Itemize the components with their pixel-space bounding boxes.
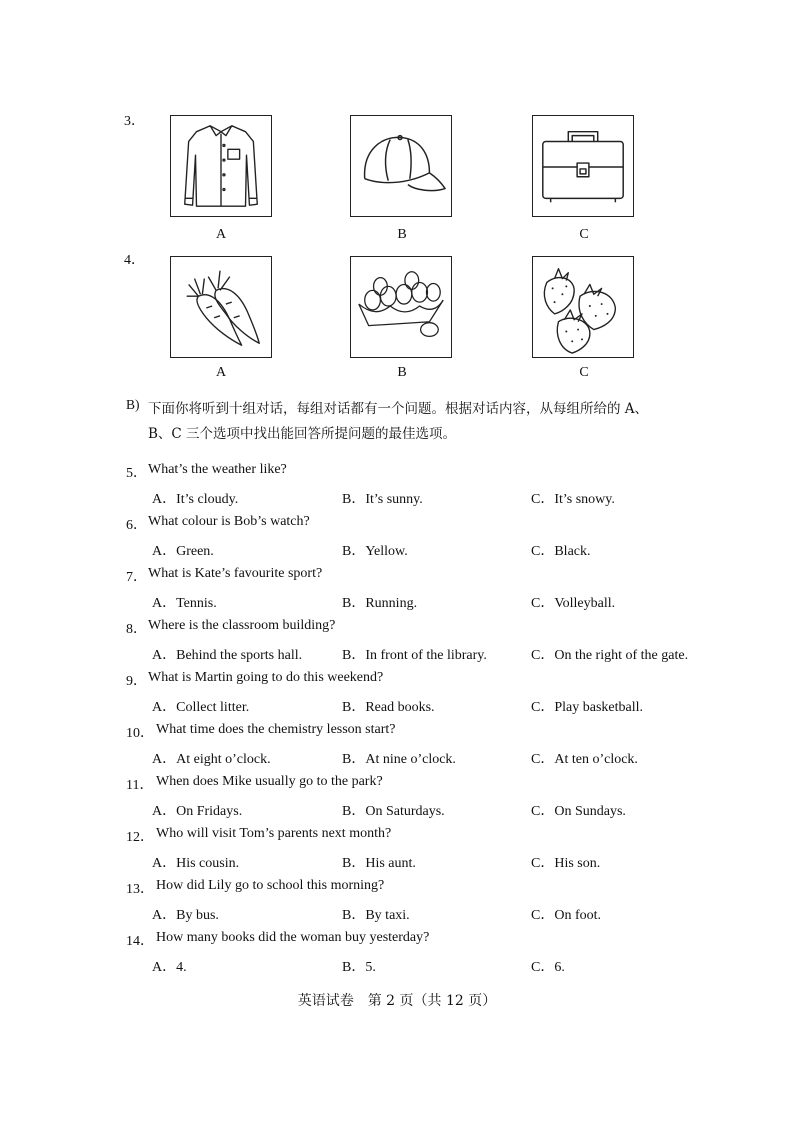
answer-option-b[interactable]: B．Running.: [342, 596, 418, 611]
shirt-icon: [171, 116, 271, 216]
question-4-number: 4．: [124, 253, 145, 268]
answer-option-b[interactable]: B．It’s sunny.: [342, 492, 423, 507]
answer-option-b[interactable]: B．His aunt.: [342, 856, 416, 871]
question-text: What’s the weather like?: [148, 462, 287, 477]
option-3a-shirt-picture[interactable]: [170, 115, 272, 217]
question-number: 11．: [126, 778, 154, 793]
section-b-instruction-line2: B、C 三个选项中找出能回答所提问题的最佳选项。: [148, 426, 457, 442]
question-text: What is Kate’s favourite sport?: [148, 566, 323, 581]
answer-option-c[interactable]: C．On the right of the gate.: [531, 648, 689, 663]
answer-option-c[interactable]: C．On foot.: [531, 908, 601, 923]
answer-option-c[interactable]: C．On Sundays.: [531, 804, 626, 819]
question-text: What is Martin going to do this weekend?: [148, 670, 384, 685]
cap-icon: [351, 116, 451, 216]
question-text: When does Mike usually go to the park?: [156, 774, 383, 789]
answer-option-b[interactable]: B．5.: [342, 960, 376, 975]
question-number: 7．: [126, 570, 147, 585]
question-text: What time does the chemistry lesson start?: [156, 722, 396, 737]
answer-option-a[interactable]: A．Behind the sports hall.: [152, 648, 303, 663]
answer-option-c[interactable]: C．At ten o’clock.: [531, 752, 638, 767]
option-3a-letter: A: [215, 227, 227, 242]
answer-option-c[interactable]: C．Play basketball.: [531, 700, 643, 715]
option-4a-letter: A: [215, 365, 227, 380]
strawberries-icon: [533, 257, 633, 357]
question-text: How many books did the woman buy yesterday?: [156, 930, 430, 945]
question-3-number: 3．: [124, 114, 145, 129]
answer-option-b[interactable]: B．At nine o’clock.: [342, 752, 456, 767]
answer-option-c[interactable]: C．Black.: [531, 544, 591, 559]
section-b-instruction-line1: 下面你将听到十组对话，每组对话都有一个问题。根据对话内容，从每组所给的 A、: [148, 401, 649, 417]
option-4a-carrots-picture[interactable]: [170, 256, 272, 358]
question-number: 10．: [126, 726, 154, 741]
answer-option-b[interactable]: B．Yellow.: [342, 544, 408, 559]
answer-option-c[interactable]: C．His son.: [531, 856, 601, 871]
eggs-icon: [351, 257, 451, 357]
answer-option-a[interactable]: A．On Fridays.: [152, 804, 243, 819]
answer-option-a[interactable]: A．Green.: [152, 544, 214, 559]
question-number: 14．: [126, 934, 154, 949]
answer-option-b[interactable]: B．In front of the library.: [342, 648, 487, 663]
answer-option-a[interactable]: A．Collect litter.: [152, 700, 250, 715]
question-text: How did Lily go to school this morning?: [156, 878, 385, 893]
answer-option-a[interactable]: A．His cousin.: [152, 856, 240, 871]
option-4c-strawberries-picture[interactable]: [532, 256, 634, 358]
question-number: 9．: [126, 674, 147, 689]
answer-option-c[interactable]: C．It’s snowy.: [531, 492, 615, 507]
question-number: 12．: [126, 830, 154, 845]
question-text: Where is the classroom building?: [148, 618, 336, 633]
answer-option-a[interactable]: A．Tennis.: [152, 596, 217, 611]
option-4c-letter: C: [579, 365, 589, 380]
option-3c-briefcase-picture[interactable]: [532, 115, 634, 217]
carrots-icon: [171, 257, 271, 357]
section-b-label: B): [126, 397, 140, 412]
option-4b-letter: B: [397, 365, 407, 380]
question-number: 13．: [126, 882, 154, 897]
briefcase-icon: [533, 116, 633, 216]
answer-option-a[interactable]: A．4.: [152, 960, 187, 975]
option-3c-letter: C: [579, 227, 589, 242]
answer-option-c[interactable]: C．6.: [531, 960, 565, 975]
answer-option-a[interactable]: A．At eight o’clock.: [152, 752, 271, 767]
answer-option-b[interactable]: B．By taxi.: [342, 908, 410, 923]
question-text: Who will visit Tom’s parents next month?: [156, 826, 392, 841]
answer-option-a[interactable]: A．It’s cloudy.: [152, 492, 239, 507]
question-number: 5．: [126, 466, 147, 481]
option-4b-eggs-picture[interactable]: [350, 256, 452, 358]
option-3b-letter: B: [397, 227, 407, 242]
answer-option-b[interactable]: B．On Saturdays.: [342, 804, 445, 819]
question-number: 6．: [126, 518, 147, 533]
answer-option-a[interactable]: A．By bus.: [152, 908, 219, 923]
option-3b-cap-picture[interactable]: [350, 115, 452, 217]
question-number: 8．: [126, 622, 147, 637]
question-text: What colour is Bob’s watch?: [148, 514, 310, 529]
page-footer: 英语试卷 第 2 页（共 12 页）: [297, 993, 497, 1009]
answer-option-c[interactable]: C．Volleyball.: [531, 596, 616, 611]
answer-option-b[interactable]: B．Read books.: [342, 700, 435, 715]
